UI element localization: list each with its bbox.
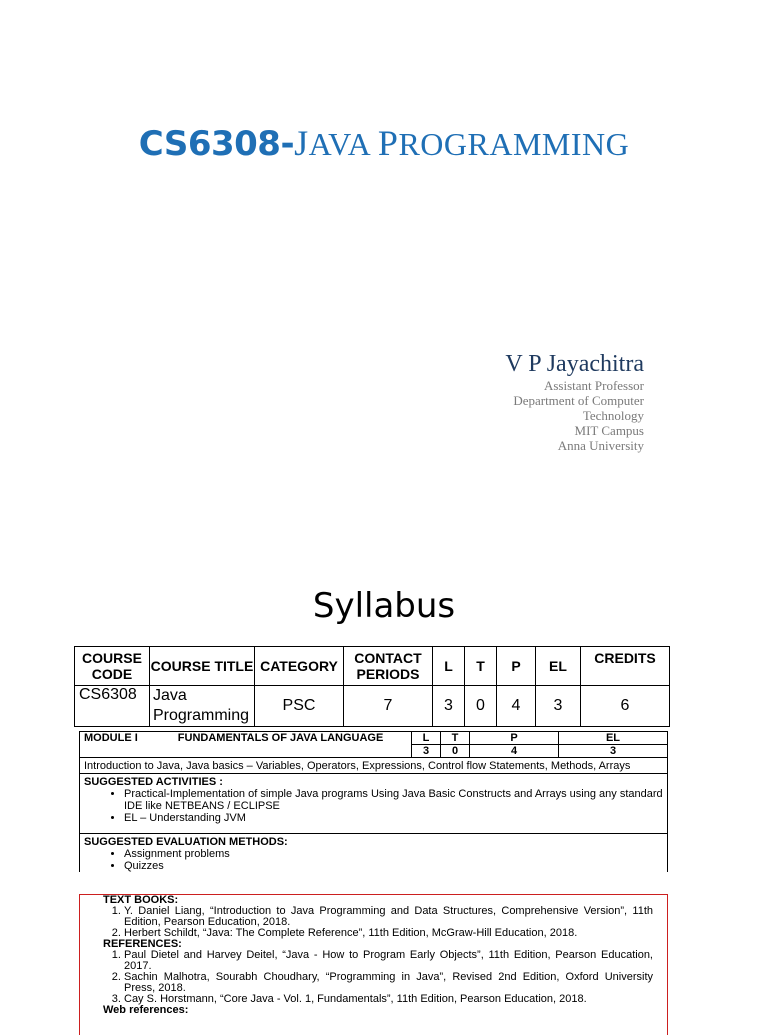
textbook-item: 2. Herbert Schildt, “Java: The Complete Reference”, 11th Edition, McGraw-Hill Education, 2018. (124, 928, 667, 939)
evaluation-list (84, 848, 663, 872)
cell-course-title: Java Programming (150, 686, 255, 727)
author-university: Anna University (557, 438, 644, 453)
header-course-title: COURSE TITLE (150, 647, 255, 686)
evaluation-title: SUGGESTED EVALUATION METHODS: (84, 836, 288, 848)
module-label: MODULE I (84, 732, 138, 744)
syllabus-heading: Syllabus (312, 586, 456, 626)
cell-t: 0 (465, 686, 497, 727)
reference-item: 2. Sachin Malhotra, Sourabh Choudhary, “Programming in Java”, Revised 2nd Edition, Oxford University Press, 2018. (124, 972, 667, 994)
module-evaluation-cell (80, 834, 668, 873)
reference-item: 1. Paul Dietel and Harvey Deitel, “Java - How to Program Early Objects”, 11th Edition, Pearson Education, 2017. (124, 950, 667, 972)
module-t-header: T (441, 732, 470, 745)
reference-item: 3. Cay S. Horstmann, “Core Java - Vol. 1, Fundamentals”, 11th Edition, Pearson Education, 2018. (124, 994, 667, 1005)
header-p: P (497, 647, 536, 686)
cell-l: 3 (433, 686, 465, 727)
cell-contact-periods: 7 (344, 686, 433, 727)
author-department: Department of Computer (513, 393, 644, 408)
module-el-header: EL (559, 732, 668, 745)
web-references-title: Web references: (103, 1004, 189, 1016)
cell-el: 3 (536, 686, 581, 727)
module-ltpe-row (80, 745, 668, 758)
activity-item: • Practical-Implementation of simple Java programs Using Java Basic Constructs and Arrays using any standard IDE like NETBEANS / ECLIPSE (124, 788, 663, 812)
author-department-cont: Technology (582, 408, 644, 423)
author-block (505, 350, 644, 453)
module-activities-row (80, 774, 668, 834)
module-el-value: 3 (559, 745, 668, 758)
module-l-value: 3 (412, 745, 441, 758)
activities-title: SUGGESTED ACTIVITIES : (84, 776, 223, 788)
cell-category: PSC (255, 686, 344, 727)
header-contact-periods: CONTACT PERIODS (344, 647, 433, 686)
module-description-row (80, 758, 668, 774)
header-el: EL (536, 647, 581, 686)
references-title: REFERENCES: (103, 938, 182, 950)
textbooks-list (80, 906, 667, 939)
author-name: V P Jayachitra (505, 351, 644, 377)
cell-course-code: CS6308 (75, 686, 150, 727)
evaluation-item: • Assignment problems (124, 848, 663, 860)
title-part-2: ROGRAMMING (398, 126, 630, 162)
references-box (79, 894, 668, 1035)
module-activities-cell (80, 774, 668, 834)
module-description: Introduction to Java, Java basics – Variables, Operators, Expressions, Control flow Statements, Methods, Arrays (80, 758, 668, 774)
activity-item: • EL – Understanding JVM (124, 812, 663, 824)
module-p-header: P (470, 732, 559, 745)
module-table (79, 731, 668, 872)
evaluation-item: • Quizzes (124, 860, 663, 872)
cell-p: 4 (497, 686, 536, 727)
title-p: P (377, 123, 399, 163)
module-title: FUNDAMENTALS OF JAVA LANGUAGE (177, 732, 384, 744)
course-code-text: CS6308- (138, 124, 295, 164)
course-table (74, 646, 670, 727)
title-part-1: AVA (308, 126, 378, 162)
module-header-row (80, 732, 668, 745)
header-credits: CREDITS (581, 647, 670, 686)
module-t-value: 0 (441, 745, 470, 758)
author-campus: MIT Campus (574, 423, 644, 438)
cell-credits: 6 (581, 686, 670, 727)
module-l-header: L (412, 732, 441, 745)
header-course-code: COURSE CODE (75, 647, 150, 686)
course-table-row (75, 686, 670, 727)
course-table-header-row (75, 647, 670, 686)
textbooks-title: TEXT BOOKS: (103, 894, 179, 906)
activities-list (84, 788, 663, 824)
module-p-value: 4 (470, 745, 559, 758)
references-list (80, 950, 667, 1005)
module-evaluation-row (80, 834, 668, 873)
textbook-item: 1. Y. Daniel Liang, “Introduction to Java Programming and Data Structures, Comprehensive Version”, 11th Edition, Pearson Education, 2018. (124, 906, 667, 928)
author-designation: Assistant Professor (543, 378, 644, 393)
header-t: T (465, 647, 497, 686)
module-header-cell (80, 732, 412, 745)
header-l: L (433, 647, 465, 686)
header-category: CATEGORY (255, 647, 344, 686)
course-title (0, 122, 768, 164)
title-j: J (294, 123, 309, 163)
